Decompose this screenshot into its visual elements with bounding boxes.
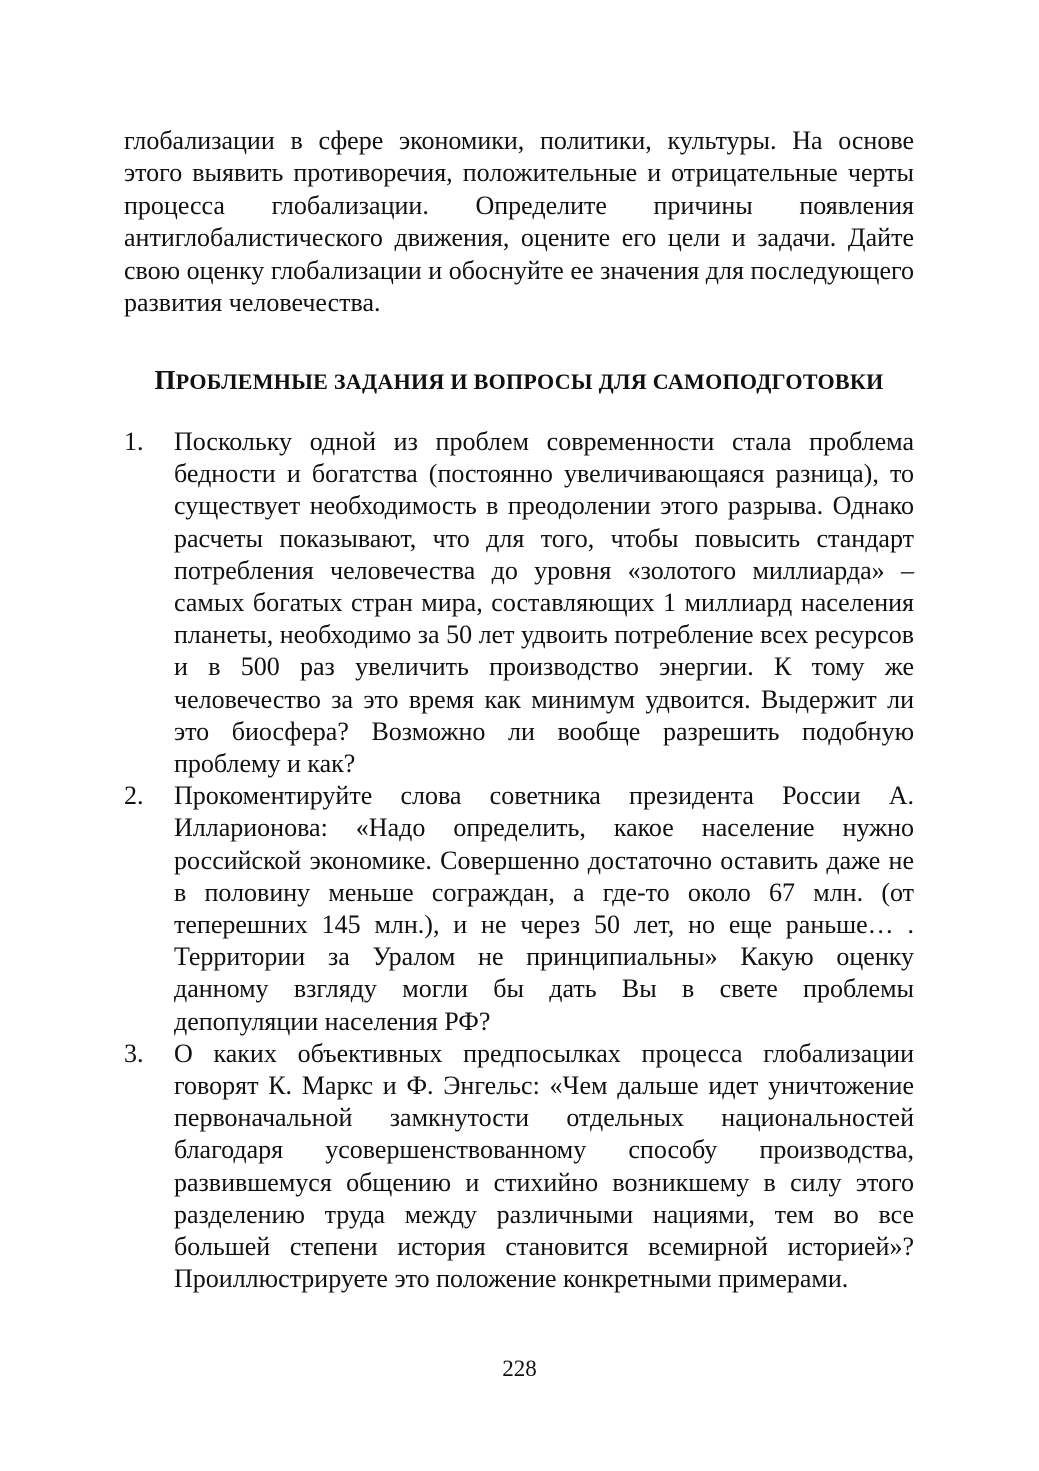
question-number: 2. bbox=[124, 781, 144, 811]
intro-paragraph: глобализации в сфере экономики, политики, культуры. На основе этого выявить противоречия, положительные и отрицательные черты процесса глобализации. Определите причины появления антиглобалистического движения, оцените его цели и задачи. Дайте свою оценку глобализации и обоснуйте ее значения для последующего развития человечества. bbox=[124, 126, 914, 318]
section-heading-rest: РОБЛЕМНЫЕ ЗАДАНИЯ И ВОПРОСЫ ДЛЯ САМОПОДГОТОВКИ bbox=[175, 369, 884, 394]
question-number: 3. bbox=[124, 1038, 144, 1068]
question-text: О каких объективных предпосылках процесса глобализации говорят К. Маркс и Ф. Энгельс: «Чем дальше идет уничтожение первоначальной замкнутости отдельных национальностей благодаря усовершенствованному способу производства, развившемуся общению и стихийно возникшему в силу этого разделению труда между различными нациями, тем во все большей степени история становится всемирной историей»? Проиллюстрируете это положение конкретными примерами. bbox=[174, 1038, 914, 1294]
question-text: Прокоментируйте слова советника президента России А. Илларионова: «Надо определить, какое население нужно российской экономике. Совершенно достаточно оставить даже не в половину меньше сограждан, а где-то около 67 млн. (от теперешних 145 млн.), и не через 50 лет, но еще раньше… . Территории за Уралом не принципиальны» Какую оценку данному взгляду могли бы дать Вы в свете проблемы депопуляции населения РФ? bbox=[174, 781, 914, 1036]
section-heading-initial: П bbox=[154, 365, 176, 395]
question-item bbox=[124, 780, 914, 1038]
question-item bbox=[124, 1038, 914, 1296]
question-list bbox=[124, 426, 914, 1295]
question-text: Поскольку одной из проблем современности стала проблема бедности и богатства (постоянно увеличивающаяся разница), то существует необходимость в преодолении этого разрыва. Однако расчеты показывают, что для того, чтобы повысить стандарт потребления человечества до уровня «золотого миллиарда» – самых богатых стран мира, составляющих 1 миллиард населения планеты, необходимо за 50 лет удвоить потребление всех ресурсов и в 500 раз увеличить производство энергии. К тому же человечество за это время как минимум удвоится. Выдержит ли это биосфера? Возможно ли вообще разрешить подобную проблему и как? bbox=[174, 427, 914, 779]
section-heading bbox=[124, 365, 914, 396]
page-number: 228 bbox=[502, 1356, 537, 1381]
question-number: 1. bbox=[124, 427, 144, 456]
question-item bbox=[124, 426, 914, 780]
